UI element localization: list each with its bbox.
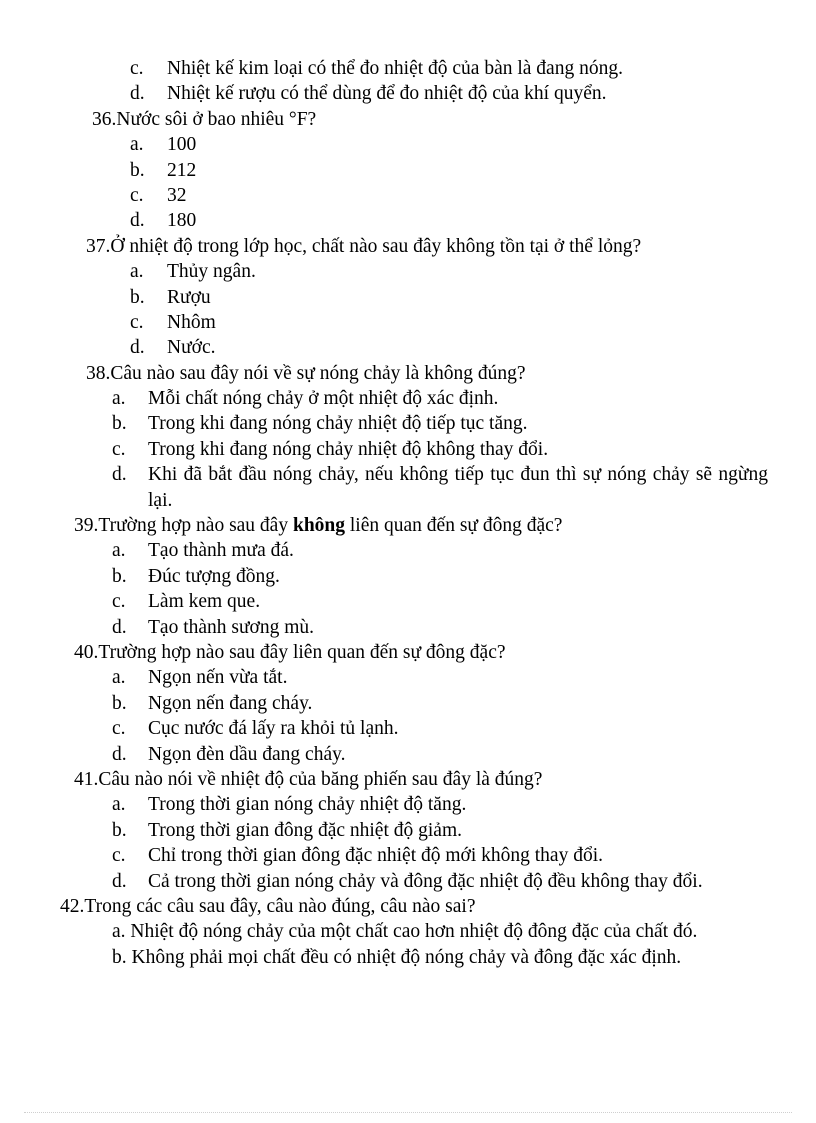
option-row [0,285,816,310]
question-text: Ở nhiệt độ trong lớp học, chất nào sau đây không tồn tại ở thể lỏng? [110,235,642,257]
option-row [0,437,816,462]
option-row [0,792,816,817]
option-row [0,386,816,411]
question-42 [0,894,816,919]
question-37 [86,234,770,259]
option-text: Cả trong thời gian nóng chảy và đông đặc nhiệt độ đều không thay đổi. [148,870,703,892]
option-label: c. [112,438,126,460]
option-label: c. [130,184,144,206]
option-text: Rượu [167,286,211,308]
question-39 [0,513,816,538]
question-number: 38. [86,362,111,384]
option-label: a. [112,388,126,410]
option-row [0,259,816,284]
option-label: c. [112,845,126,867]
option-label: b. [112,413,127,435]
question-number: 41. [74,768,99,790]
option-text: Thủy ngân. [167,261,256,283]
option-label: c. [130,58,144,79]
option-label: d. [130,210,145,232]
option-label: a. [112,794,126,816]
option-text: Nhôm [167,311,216,333]
option-text: Tạo thành sương mù. [148,616,315,638]
option-label: d. [112,464,127,486]
option-row [0,208,816,233]
option-text: Ngọn nến vừa tắt. [148,667,288,689]
option-label: d. [112,870,127,892]
option-row [0,81,816,106]
option-row [0,310,816,335]
question-41 [0,767,816,792]
option-text: Trong thời gian nóng chảy nhiệt độ tăng. [148,794,467,816]
option-label: c. [130,311,144,333]
option-label: b. [112,565,127,587]
option-text: Ngọn nến đang cháy. [148,692,313,714]
option-text: Nước. [167,337,216,359]
option-text: Tạo thành mưa đá. [148,540,294,562]
option-row [0,564,816,589]
option-row [0,589,816,614]
option-label: b. [112,819,127,841]
option-row [0,335,816,360]
option-row [0,818,816,843]
option-text: 212 [167,159,197,181]
option-label: c. [112,718,126,740]
question-text: Câu nào sau đây nói về sự nóng chảy là không đúng? [110,362,526,384]
option-row [0,183,816,208]
option-text: Nhiệt kế rượu có thể dùng để đo nhiệt độ của khí quyển. [167,83,607,105]
question-text: Trong các câu sau đây, câu nào đúng, câu nào sai? [84,895,476,917]
question-number: 40. [74,642,99,664]
option-row [0,716,816,741]
question-text: Câu nào nói về nhiệt độ của băng phiến sau đây là đúng? [98,768,543,790]
option-row [0,869,816,894]
option-label: b. [112,692,127,714]
option-text: 100 [167,134,197,156]
option-text: Nhiệt kế kim loại có thể đo nhiệt độ của bàn là đang nóng. [167,58,623,79]
question-text-before: Trường hợp nào sau đây [98,515,293,537]
statement-b: b. Không phải mọi chất đều có nhiệt độ nóng chảy và đông đặc xác định. [112,946,682,968]
option-row [0,843,816,868]
option-label: d. [112,743,127,765]
question-number: 37. [86,235,111,257]
option-label: c. [112,591,126,613]
option-row [0,691,816,716]
question-number: 39. [74,515,99,537]
option-label: a. [130,134,144,156]
option-label: d. [130,337,145,359]
question-text-after: liên quan đến sự đông đặc? [345,515,563,537]
option-label: b. [130,159,145,181]
option-text: Mỗi chất nóng chảy ở một nhiệt độ xác định. [148,388,499,410]
question-number: 42. [60,895,85,917]
option-text: Khi đã bắt đầu nóng chảy, nếu không tiếp tục đun thì sự nóng chảy sẽ ngừng lại. [148,464,768,511]
statement-a: a. Nhiệt độ nóng chảy của một chất cao hơn nhiệt độ đông đặc của chất đó. [112,921,698,943]
option-row [0,411,816,436]
option-row [0,462,816,513]
option-label: d. [112,616,127,638]
option-text: Cục nước đá lấy ra khỏi tủ lạnh. [148,718,399,740]
option-text: Đúc tượng đồng. [148,565,280,587]
question-text-bold: không [292,515,346,537]
option-row [0,158,816,183]
page-footer-divider [24,1112,792,1113]
option-text: Chỉ trong thời gian đông đặc nhiệt độ mới không thay đổi. [148,845,603,867]
question-text: Nước sôi ở bao nhiêu °F? [116,108,317,130]
option-text: Trong thời gian đông đặc nhiệt độ giảm. [148,819,462,841]
option-row [0,538,816,563]
option-text: Trong khi đang nóng chảy nhiệt độ tiếp tục tăng. [148,413,528,435]
question-38 [0,361,816,386]
option-text: Ngọn đèn dầu đang cháy. [148,743,346,765]
option-row [0,56,816,81]
question-36 [0,107,816,132]
option-row [0,132,816,157]
option-label: d. [130,83,145,105]
option-text: Làm kem que. [148,591,261,613]
option-text: 32 [167,184,187,206]
question-40 [0,640,816,665]
option-text: 180 [167,210,197,232]
question-text: Trường hợp nào sau đây liên quan đến sự đông đặc? [98,642,506,664]
option-label: a. [112,540,126,562]
option-label: a. [130,261,144,283]
option-row [0,665,816,690]
question-number: 36. [92,108,117,130]
document-page [0,56,816,970]
option-text: Trong khi đang nóng chảy nhiệt độ không thay đổi. [148,438,549,460]
option-row [0,742,816,767]
option-row [0,615,816,640]
option-label: b. [130,286,145,308]
option-label: a. [112,667,126,689]
